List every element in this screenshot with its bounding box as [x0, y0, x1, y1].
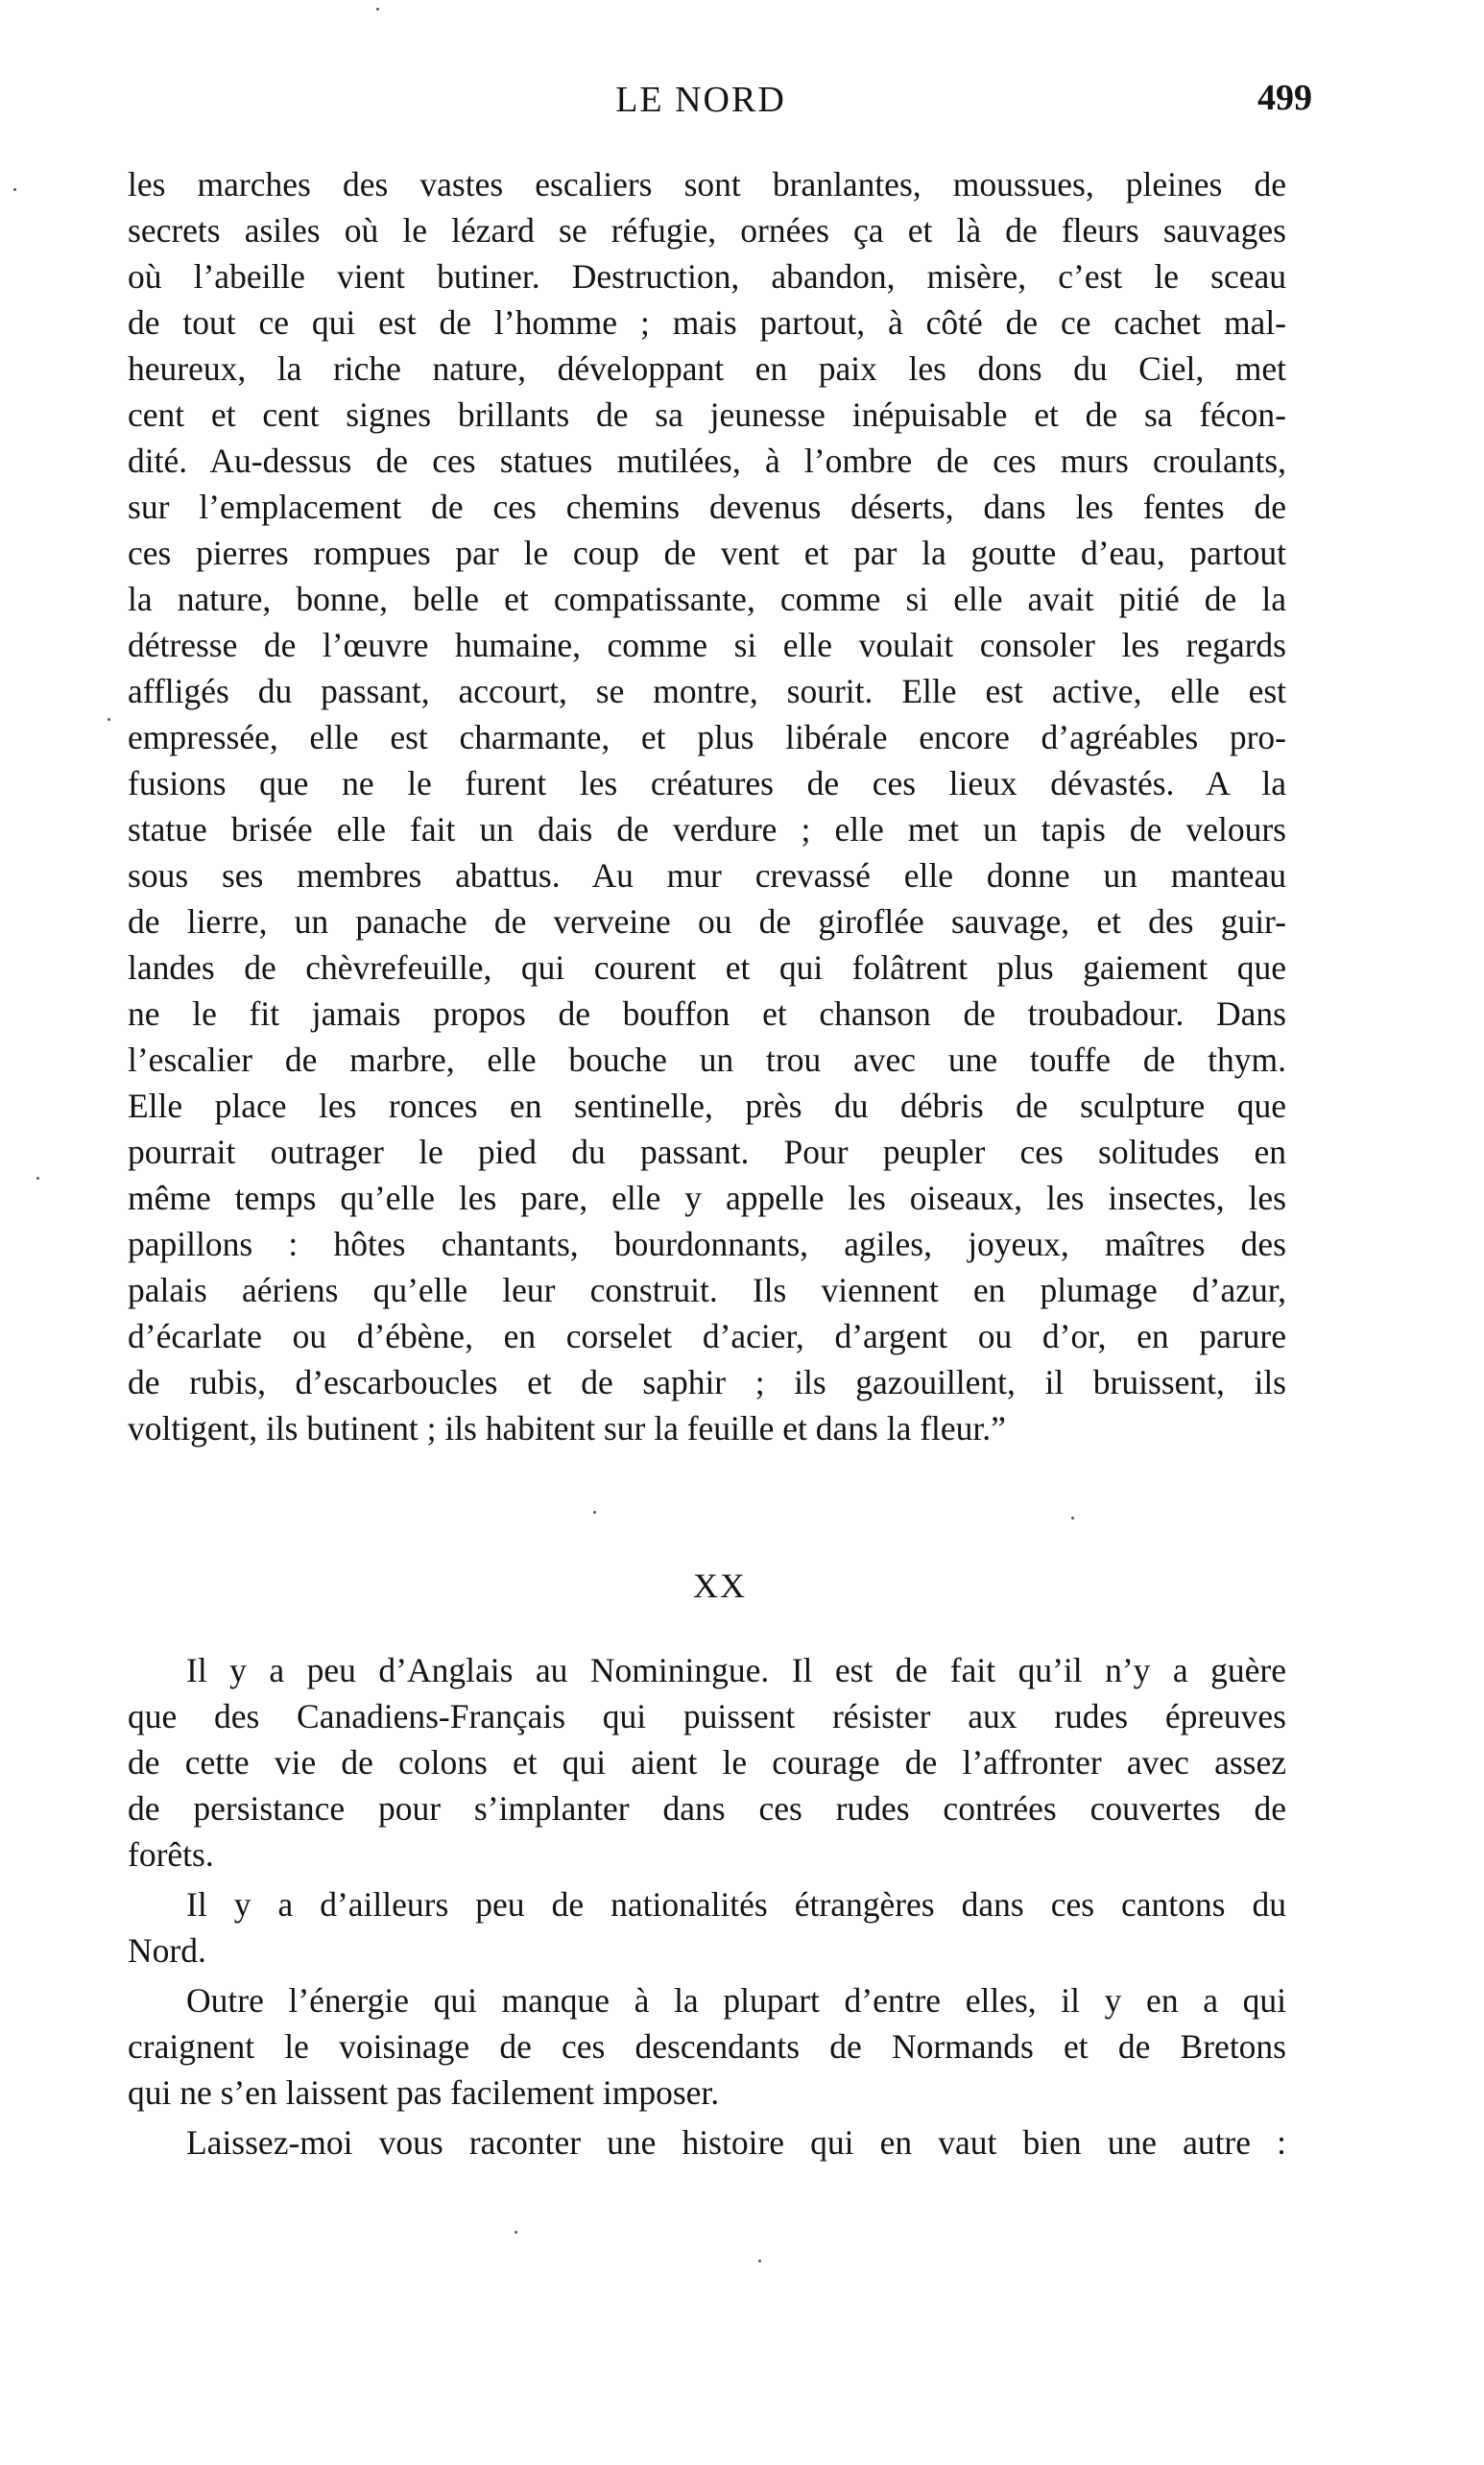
text-line: ne le fit jamais propos de bouffon et chanson de troubadour. Dans — [128, 994, 1286, 1033]
text-line: statue brisée elle fait un dais de verdure ; elle met un tapis de velours — [128, 810, 1286, 849]
text-line: l’escalier de marbre, elle bouche un trou avec une touffe de thym. — [128, 1041, 1286, 1079]
text-line: landes de chèvrefeuille, qui courent et qui folâtrent plus gaiement que — [128, 948, 1286, 987]
text-line: de cette vie de colons et qui aient le courage de l’affronter avec assez — [128, 1743, 1286, 1782]
text-line: sur l’emplacement de ces chemins devenus déserts, dans les fentes de — [128, 488, 1286, 526]
text-line: la nature, bonne, belle et compatissante, comme si elle avait pitié de la — [128, 580, 1286, 618]
text-line: dité. Au-dessus de ces statues mutilées, à l’ombre de ces murs croulants, — [128, 442, 1286, 480]
text-line: de tout ce qui est de l’homme ; mais partout, à côté de ce cachet mal- — [128, 303, 1286, 342]
text-line: secrets asiles où le lézard se réfugie, ornées ça et là de fleurs sauvages — [128, 211, 1286, 250]
text-line: ces pierres rompues par le coup de vent et par la goutte d’eau, partout — [128, 534, 1286, 572]
text-line: qui ne s’en laissent pas facilement imposer. — [128, 2073, 720, 2112]
text-line: que des Canadiens-Français qui puissent résister aux rudes épreuves — [128, 1697, 1286, 1735]
text-line: Il y a d’ailleurs peu de nationalités étrangères dans ces cantons du — [186, 1885, 1286, 1924]
text-line: papillons : hôtes chantants, bourdonnants, agiles, joyeux, maîtres des — [128, 1225, 1286, 1263]
page-number: 499 — [1257, 78, 1312, 118]
text-line: de rubis, d’escarboucles et de saphir ; ils gazouillent, il bruissent, ils — [128, 1363, 1286, 1401]
scan-speck — [108, 718, 110, 721]
text-line: affligés du passant, accourt, se montre, sourit. Elle est active, elle est — [128, 672, 1286, 710]
text-line: voltigent, ils butinent ; ils habitent sur la feuille et dans la fleur.” — [128, 1409, 1006, 1448]
section-heading: XX — [693, 1567, 747, 1605]
text-line: d’écarlate ou d’ébène, en corselet d’acier, d’argent ou d’or, en parure — [128, 1317, 1286, 1355]
text-line: heureux, la riche nature, développant en paix les dons du Ciel, met — [128, 349, 1286, 388]
text-line: détresse de l’œuvre humaine, comme si elle voulait consoler les regards — [128, 626, 1286, 664]
text-line: forêts. — [128, 1835, 214, 1874]
scan-speck — [1071, 1517, 1074, 1520]
scan-speck — [758, 2260, 761, 2262]
text-line: Il y a peu d’Anglais au Nominingue. Il est de fait qu’il n’y a guère — [186, 1651, 1286, 1689]
text-line: où l’abeille vient butiner. Destruction, abandon, misère, c’est le sceau — [128, 257, 1286, 296]
scan-speck — [376, 8, 379, 11]
text-line: fusions que ne le furent les créatures de ces lieux dévastés. A la — [128, 764, 1286, 802]
scan-speck — [13, 188, 16, 191]
text-line: craignent le voisinage de ces descendants de Normands et de Bretons — [128, 2027, 1286, 2066]
running-header: LE NORD — [615, 80, 786, 120]
text-line: cent et cent signes brillants de sa jeunesse inépuisable et de sa fécon- — [128, 395, 1286, 434]
scan-speck — [515, 2231, 517, 2234]
text-line: pourrait outrager le pied du passant. Pour peupler ces solitudes en — [128, 1133, 1286, 1171]
scan-speck — [593, 1511, 596, 1514]
text-line: les marches des vastes escaliers sont branlantes, moussues, pleines de — [128, 165, 1286, 203]
text-line: palais aériens qu’elle leur construit. Ils viennent en plumage d’azur, — [128, 1271, 1286, 1309]
text-line: empressée, elle est charmante, et plus libérale encore d’agréables pro- — [128, 718, 1286, 756]
scan-speck — [36, 1177, 39, 1180]
text-line: de lierre, un panache de verveine ou de giroflée sauvage, et des guir- — [128, 902, 1286, 941]
text-line: de persistance pour s’implanter dans ces rudes contrées couvertes de — [128, 1789, 1286, 1828]
text-line: Outre l’énergie qui manque à la plupart d’entre elles, il y en a qui — [186, 1981, 1286, 2020]
text-line: Laissez-moi vous raconter une histoire qui en vaut bien une autre : — [186, 2123, 1286, 2162]
text-line: Elle place les ronces en sentinelle, près du débris de sculpture que — [128, 1087, 1286, 1125]
text-line: sous ses membres abattus. Au mur crevassé elle donne un manteau — [128, 856, 1286, 895]
text-line: même temps qu’elle les pare, elle y appelle les oiseaux, les insectes, les — [128, 1179, 1286, 1217]
text-line: Nord. — [128, 1931, 206, 1970]
